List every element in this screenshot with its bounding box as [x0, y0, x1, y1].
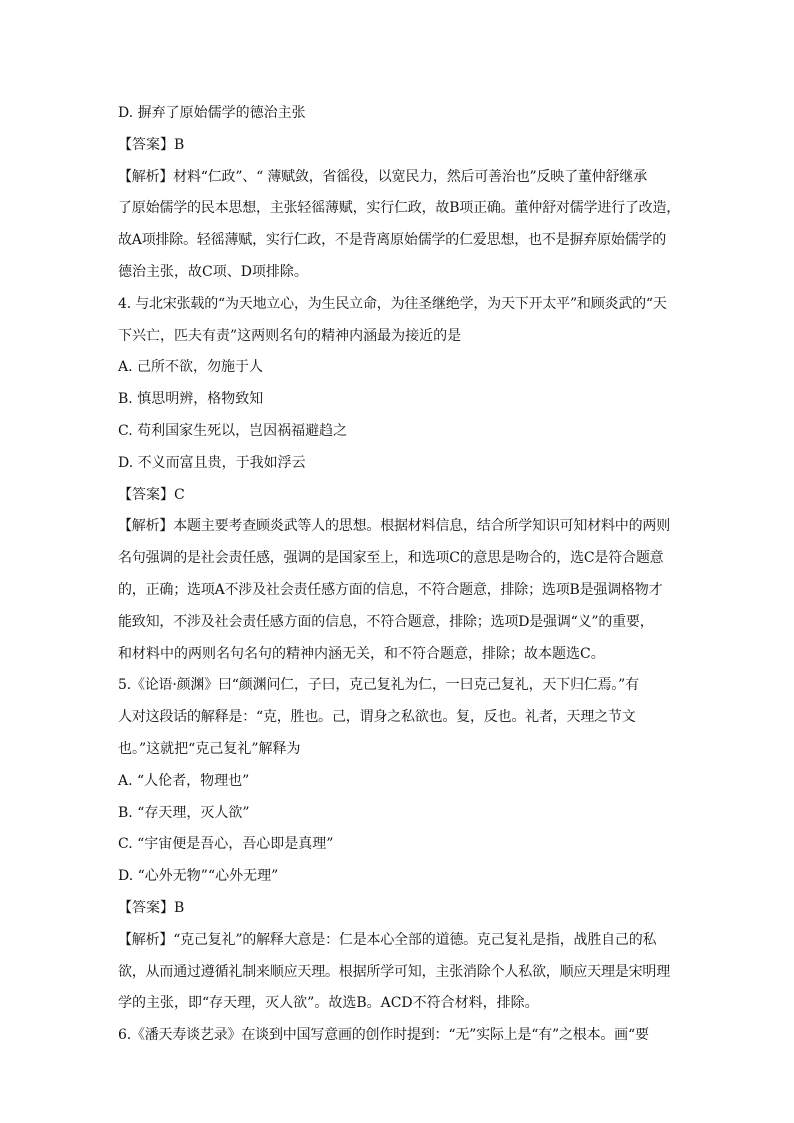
option-b-line: B. “存天理，灭人欲” — [118, 804, 250, 821]
option-d-line: D. 不义而富且贵，于我如浮云 — [118, 454, 306, 471]
question-4-stem: 4. 与北宋张载的“为天地立心，为生民立命，为往圣继绝学，为天下开太平”和顾炎武的“天 — [118, 295, 667, 312]
option-c-line: C. “宇宙便是吾心，吾心即是真理” — [118, 836, 334, 853]
question-5-stem: 也。”这就把“克己复礼”解释为 — [118, 740, 301, 757]
question-5-stem: 5.《论语·颜渊》曰“颜渊问仁，子曰，克己复礼为仁，一曰克己复礼，天下归仁焉。”有 — [118, 677, 639, 694]
analysis-line: 了原始儒学的民本思想，主张轻徭薄赋，实行仁政，故B项正确。董仲舒对儒学进行了改造， — [118, 200, 681, 217]
analysis-line: 【解析】材料“仁政”、“ 薄赋敛，省徭役，以宽民力，然后可善治也”反映了董仲舒继承 — [118, 168, 647, 185]
option-d-line: D. 摒弃了原始儒学的德治主张 — [118, 105, 306, 121]
question-4-stem: 下兴亡，匹夫有责”这两则名句的精神内涵最为接近的是 — [118, 327, 462, 344]
analysis-line: 故A项排除。轻徭薄赋，实行仁政，不是背离原始儒学的仁爱思想，也不是摒弃原始儒学的 — [118, 232, 667, 249]
question-5-stem: 人对这段话的解释是：“克，胜也。己，谓身之私欲也。复，反也。礼者，天理之节文 — [118, 709, 636, 726]
question-6-stem: 6.《潘天寿谈艺录》在谈到中国写意画的创作时提到：“无”实际上是“有”之根本。画“要 — [118, 1027, 649, 1044]
analysis-line: 学的主张，即“存天理，灭人欲”。故选B。ACD不符合材料，排除。 — [118, 995, 539, 1012]
answer-line: 【答案】B — [118, 899, 185, 916]
answer-line: 【答案】B — [118, 136, 185, 153]
option-c-line: C. 苟利国家生死以，岂因祸福避趋之 — [118, 422, 348, 439]
document-page — [118, 98, 684, 1052]
analysis-line: 【解析】“克己复礼”的解释大意是：仁是本心全部的道德。克己复礼是指，战胜自己的私 — [118, 931, 657, 948]
option-a-line: A. “人伦者，物理也” — [118, 772, 250, 789]
analysis-line: 欲，从而通过遵循礼制来顺应天理。根据所学可知，主张消除个人私欲，顺应天理是宋明理 — [118, 963, 670, 980]
analysis-line: 名句强调的是社会责任感，强调的是国家至上，和选项C的意思是吻合的，选C是符合题意 — [118, 550, 664, 567]
analysis-line: 和材料中的两则名句名句的精神内涵无关，和不符合题意，排除；故本题选C。 — [118, 645, 605, 662]
option-d-line: D. “心外无物”“心外无理” — [118, 868, 279, 885]
analysis-line: 能致知，不涉及社会责任感方面的信息，不符合题意，排除；选项D是强调“义”的重要， — [118, 613, 654, 630]
option-b-line: B. 慎思明辨，格物致知 — [118, 391, 264, 408]
analysis-line: 【解析】本题主要考查顾炎武等人的思想。根据材料信息，结合所学知识可知材料中的两则 — [118, 518, 670, 535]
analysis-line: 德治主张，故C项、D项排除。 — [118, 263, 308, 280]
answer-line: 【答案】C — [118, 486, 185, 503]
analysis-line: 的，正确；选项A不涉及社会责任感方面的信息，不符合题意，排除；选项B是强调格物才 — [118, 581, 663, 598]
option-a-line: A. 己所不欲，勿施于人 — [118, 359, 264, 376]
